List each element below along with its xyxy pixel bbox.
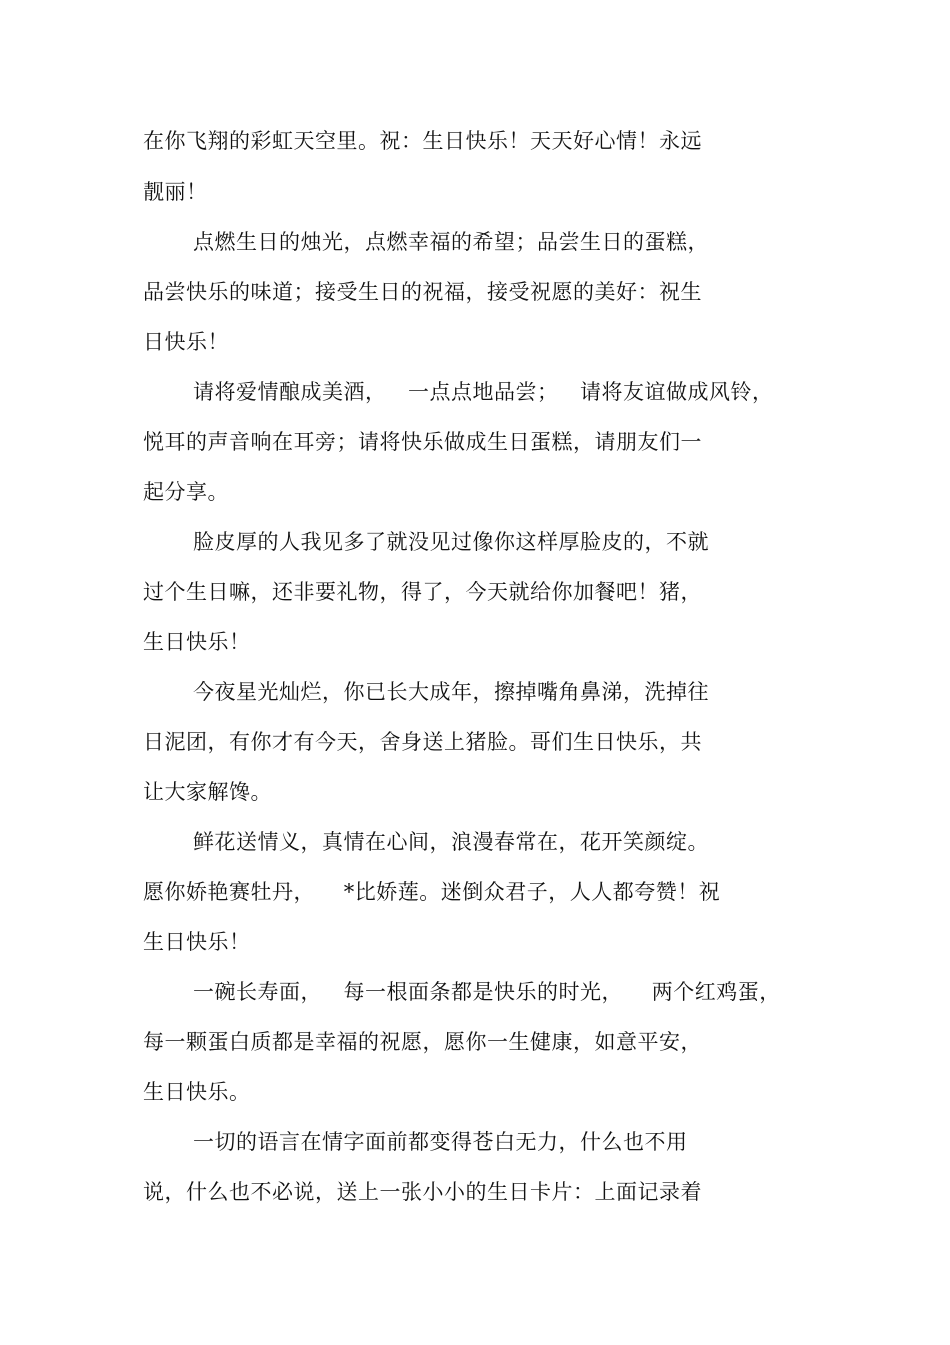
text-line: 悦耳的声音响在耳旁；请将快乐做成生日蛋糕，请朋友们一 <box>143 430 702 454</box>
text-line: 说，什么也不必说，送上一张小小的生日卡片：上面记录着 <box>143 1180 702 1204</box>
text-line: 一碗长寿面， 每一根面条都是快乐的时光， 两个红鸡蛋， <box>193 980 781 1004</box>
text-line: 生日快乐！ <box>143 930 251 954</box>
text-line: 每一颗蛋白质都是幸福的祝愿，愿你一生健康，如意平安， <box>143 1030 702 1054</box>
text-line: 生日快乐。 <box>143 1080 251 1104</box>
text-line: 一切的语言在情字面前都变得苍白无力，什么也不用 <box>193 1130 688 1154</box>
text-line: 鲜花送情义，真情在心间，浪漫春常在，花开笑颜绽。 <box>193 830 709 854</box>
text-line: 让大家解馋。 <box>143 780 272 804</box>
text-line: 脸皮厚的人我见多了就没见过像你这样厚脸皮的，不就 <box>193 530 709 554</box>
text-line: 点燃生日的烛光，点燃幸福的希望；品尝生日的蛋糕， <box>193 230 709 254</box>
text-line: 品尝快乐的味道；接受生日的祝福，接受祝愿的美好：祝生 <box>143 280 702 304</box>
text-line: 请将爱情酿成美酒， 一点点地品尝； 请将友谊做成风铃， <box>193 380 774 404</box>
text-line: 起分享。 <box>143 480 229 504</box>
text-line: 今夜星光灿烂，你已长大成年，擦掉嘴角鼻涕，洗掉往 <box>193 680 709 704</box>
text-line: 日泥团，有你才有今天，舍身送上猪脸。哥们生日快乐，共 <box>143 730 702 754</box>
text-line: 日快乐！ <box>143 330 229 354</box>
text-line: 生日快乐！ <box>143 630 251 654</box>
text-line: 愿你娇艳赛牡丹， *比娇莲。迷倒众君子，人人都夸赞！祝 <box>143 880 721 904</box>
text-line: 过个生日嘛，还非要礼物，得了，今天就给你加餐吧！猪， <box>143 580 702 604</box>
text-line: 在你飞翔的彩虹天空里。祝：生日快乐！天天好心情！永远 <box>143 129 702 153</box>
text-line: 靓丽！ <box>143 180 208 204</box>
